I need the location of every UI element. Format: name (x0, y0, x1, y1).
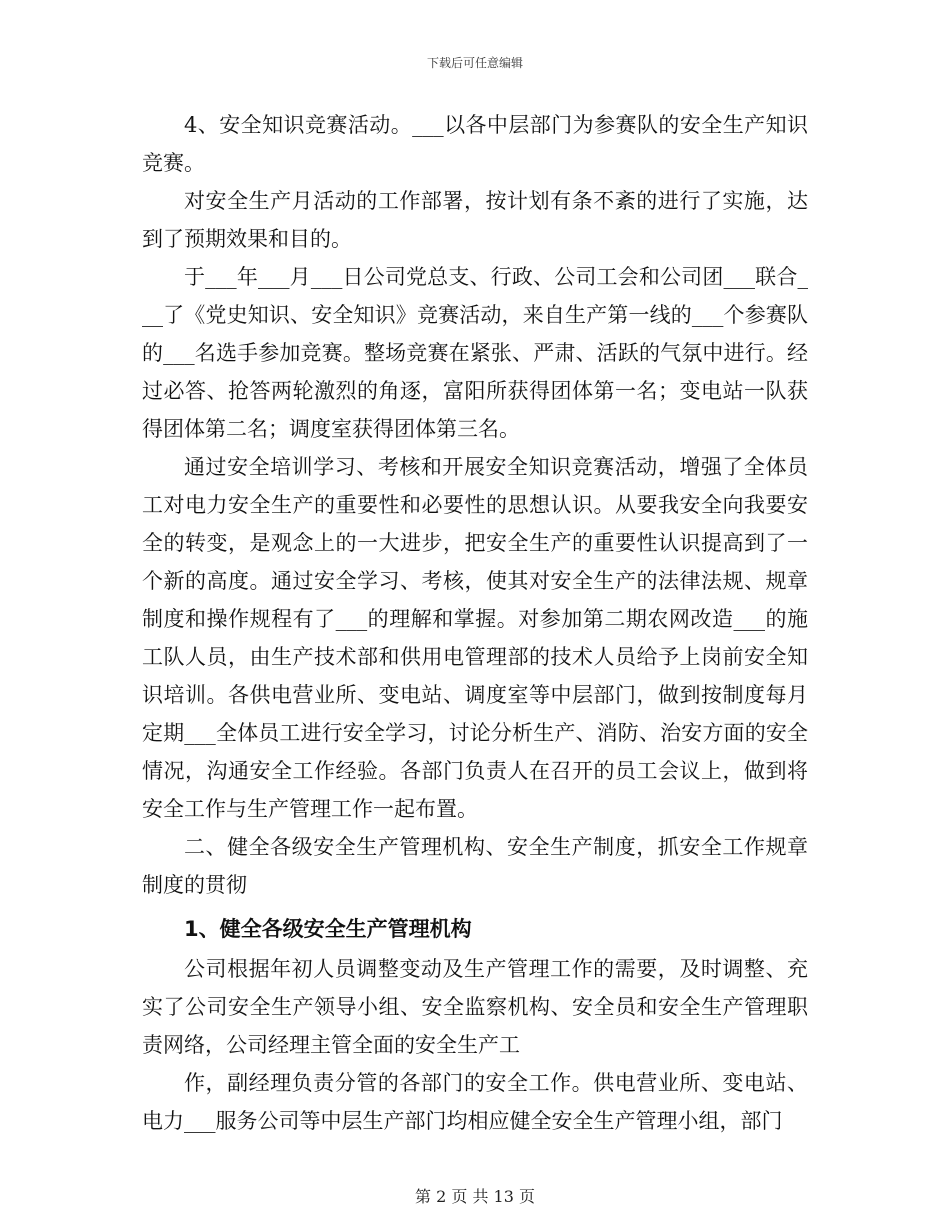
section-heading: 1、健全各级安全生产管理机构 (184, 917, 472, 941)
paragraph-work-deployment: 对安全生产月活动的工作部署，按计划有条不紊的进行了实施，达到了预期效果和目的。 (142, 189, 808, 251)
document-body (142, 106, 808, 1140)
paragraph-contest-results: 于___年___月___日公司党总支、行政、公司工会和公司团___联合___了《党史知识、安全知识》竞赛活动，来自生产第一线的___个参赛队的___名选手参加竞赛。整场竞赛在紧张、严肃、活跃的气氛中进行。经过必答、抢答两轮激烈的角逐，富阳所获得团体第一名；变电站一队获得团体第二名；调度室获得团体第三名。 (142, 265, 808, 441)
paragraph-dept-responsibility: 作，副经理负责分管的各部门的安全工作。供电营业所、变电站、电力___服务公司等中层生产部门均相应健全安全生产管理小组，部门 (142, 1071, 808, 1133)
paragraph-section-two: 二、健全各级安全生产管理机构、安全生产制度，抓安全工作规章制度的贯彻 (142, 835, 808, 897)
page-header: 下载后可任意编辑 (426, 56, 523, 70)
paragraph-knowledge-contest: 4、安全知识竞赛活动。___以各中层部门为参赛队的安全生产知识竞赛。 (142, 113, 808, 175)
page-footer: 第 2 页 共 13 页 (415, 1187, 535, 1206)
paragraph-training-effects: 通过安全培训学习、考核和开展安全知识竞赛活动，增强了全体员工对电力安全生产的重要性和必要性的思想认识。从要我安全向我要安全的转变，是观念上的一大进步，把安全生产的重要性认识提高到了一个新的高度。通过安全学习、考核，使其对安全生产的法律法规、规章制度和操作规程有了___的理解和掌握。对参加第二期农网改造___的施工队人员，由生产技术部和供用电管理部的技术人员给予上岗前安全知识培训。各供电营业所、变电站、调度室等中层部门，做到按制度每月定期___全体员工进行安全学习，讨论分析生产、消防、治安方面的安全情况，沟通安全工作经验。各部门负责人在召开的员工会议上，做到将安全工作与生产管理工作一起布置。 (142, 455, 808, 821)
paragraph-org-adjustment: 公司根据年初人员调整变动及生产管理工作的需要，及时调整、充实了公司安全生产领导小组、安全监察机构、安全员和安全生产管理职责网络，公司经理主管全面的安全生产工 (142, 957, 808, 1057)
